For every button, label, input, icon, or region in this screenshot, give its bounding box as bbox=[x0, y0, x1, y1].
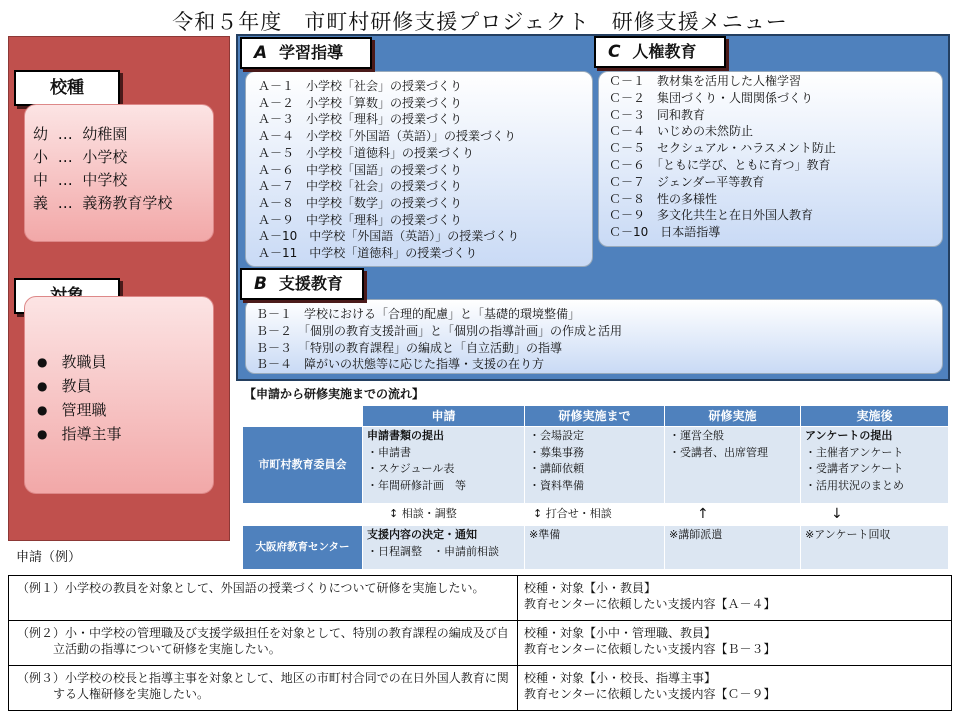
menu-item: Ａ－７ 中学校「社会」の授業づくり bbox=[258, 179, 463, 194]
menu-item: Ａ－８ 中学校「数学」の授業づくり bbox=[258, 195, 463, 210]
school-type-box bbox=[24, 104, 214, 242]
org-center: 大阪府教育センター bbox=[243, 526, 363, 570]
flow-header: 研修実施まで bbox=[525, 406, 665, 427]
flow-cell: ※アンケート回収 bbox=[801, 526, 949, 570]
example-request: 校種・対象【小・校長、指導主事】 教育センターに依頼したい支援内容【Ｃ－９】 bbox=[518, 666, 952, 711]
menu-item: Ａ－９ 中学校「理科」の授業づくり bbox=[258, 212, 463, 227]
menu-item: Ｃ－６ 「ともに学び、ともに育つ」教育 bbox=[609, 157, 831, 172]
menu-item: Ａ－６ 中学校「国語」の授業づくり bbox=[258, 162, 463, 177]
example-request: 校種・対象【小中・管理職、教員】 教育センターに依頼したい支援内容【Ｂ－３】 bbox=[518, 621, 952, 666]
menu-item: Ａ－１ 小学校「社会」の授業づくり bbox=[258, 79, 463, 93]
flow-header: 研修実施 bbox=[665, 406, 801, 427]
flow-arrow: ↓ bbox=[801, 504, 949, 526]
school-type-item: 中 … 中学校 bbox=[33, 171, 128, 189]
section-c-list bbox=[598, 71, 943, 247]
menu-item: Ｃ－10 日本語指導 bbox=[609, 225, 721, 240]
menu-item: Ａ－10 中学校「外国語（英語）」の授業づくり bbox=[258, 229, 520, 244]
flow-arrow: ↑ bbox=[665, 504, 801, 526]
menu-item: Ａ－３ 小学校「理科」の授業づくり bbox=[258, 112, 463, 127]
menu-item: Ｂ－２ 「個別の教育支援計画」と「個別の指導計画」の作成と活用 bbox=[256, 323, 623, 338]
menu-item: Ｂ－１ 学校における「合理的配慮」と「基礎的環境整備」 bbox=[256, 307, 581, 321]
flow-table bbox=[242, 405, 949, 570]
flow-cell: 支援内容の決定・通知 ・日程調整 ・申請前相談 bbox=[363, 526, 525, 570]
menu-item: Ｃ－２ 集団づくり・人間関係づくり bbox=[609, 90, 814, 105]
menu-item: Ａ－11 中学校「道徳科」の授業づくり bbox=[258, 246, 478, 261]
examples-table bbox=[8, 575, 952, 711]
example-description: （例３）小学校の校長と指導主事を対象として、地区の市町村合同での在日外国人教育に関する人権研修を実施したい。 bbox=[9, 666, 518, 711]
section-b-label: B 支援教育 bbox=[240, 268, 364, 300]
example-row bbox=[9, 666, 952, 711]
flow-arrow: ↕ 相談・調整 bbox=[363, 504, 525, 526]
menu-item: Ｃ－４ いじめの未然防止 bbox=[609, 124, 754, 139]
section-b-list bbox=[245, 299, 943, 374]
flow-cell: ・運営全般 ・受講者、出席管理 bbox=[665, 427, 801, 504]
school-type-item: 幼 … 幼稚園 bbox=[33, 125, 128, 143]
flow-title: 【申請から研修実施までの流れ】 bbox=[244, 387, 425, 401]
menu-item: Ａ－４ 小学校「外国語（英語）」の授業づくり bbox=[258, 129, 517, 144]
flow-cell: 申請書類の提出 ・申請書 ・スケジュール表 ・年間研修計画 等 bbox=[363, 427, 525, 504]
target-item: ● 教職員 bbox=[37, 351, 213, 375]
page-title: 令和５年度 市町村研修支援プロジェクト 研修支援メニュー bbox=[172, 10, 788, 34]
org-city: 市町村教育委員会 bbox=[243, 427, 363, 504]
target-item: ● 教員 bbox=[37, 375, 213, 399]
section-a-list bbox=[245, 71, 593, 267]
apply-example-label: 申請（例） bbox=[16, 550, 82, 565]
flow-cell: ※準備 bbox=[525, 526, 665, 570]
flow-cell: ※講師派遣 bbox=[665, 526, 801, 570]
example-request: 校種・対象【小・教員】 教育センターに依頼したい支援内容【Ａ－４】 bbox=[518, 576, 952, 621]
flow-cell: アンケートの提出 ・主催者アンケート ・受講者アンケート ・活用状況のまとめ bbox=[801, 427, 949, 504]
menu-item: Ｃ－３ 同和教育 bbox=[609, 107, 706, 122]
section-c-label: C 人権教育 bbox=[594, 36, 726, 68]
menu-item: Ｂ－３ 「特別の教育課程」の編成と「自立活動」の指導 bbox=[256, 340, 563, 355]
menu-item: Ｃ－７ ジェンダー平等教育 bbox=[609, 174, 765, 189]
example-row bbox=[9, 576, 952, 621]
menu-item: Ａ－５ 小学校「道徳科」の授業づくり bbox=[258, 145, 475, 160]
target-item: ● 管理職 bbox=[37, 399, 213, 423]
target-item: ● 指導主事 bbox=[37, 423, 213, 447]
flow-cell: ・会場設定 ・募集事務 ・講師依頼 ・資料準備 bbox=[525, 427, 665, 504]
target-box bbox=[24, 296, 214, 494]
menu-item: Ｃ－５ セクシュアル・ハラスメント防止 bbox=[609, 141, 836, 156]
menu-item: Ｂ－４ 障がいの状態等に応じた指導・支援の在り方 bbox=[256, 357, 545, 372]
flow-header: 申請 bbox=[363, 406, 525, 427]
menu-item: Ｃ－１ 教材集を活用した人権学習 bbox=[609, 74, 802, 88]
example-description: （例１）小学校の教員を対象として、外国語の授業づくりについて研修を実施したい。 bbox=[9, 576, 518, 621]
school-type-item: 小 … 小学校 bbox=[33, 148, 128, 166]
menu-item: Ｃ－９ 多文化共生と在日外国人教育 bbox=[609, 208, 814, 223]
example-row bbox=[9, 621, 952, 666]
example-description: （例２）小・中学校の管理職及び支援学級担任を対象として、特別の教育課程の編成及び自立活動の指導について研修を実施したい。 bbox=[9, 621, 518, 666]
menu-item: Ｃ－８ 性の多様性 bbox=[609, 191, 718, 206]
section-a-label: A 学習指導 bbox=[240, 37, 372, 69]
school-type-item: 義 … 義務教育学校 bbox=[33, 194, 173, 212]
school-type-label: 校種 bbox=[14, 70, 120, 106]
menu-item: Ａ－２ 小学校「算数」の授業づくり bbox=[258, 95, 463, 110]
flow-header: 実施後 bbox=[801, 406, 949, 427]
flow-arrow: ↕ 打合せ・相談 bbox=[525, 504, 665, 526]
